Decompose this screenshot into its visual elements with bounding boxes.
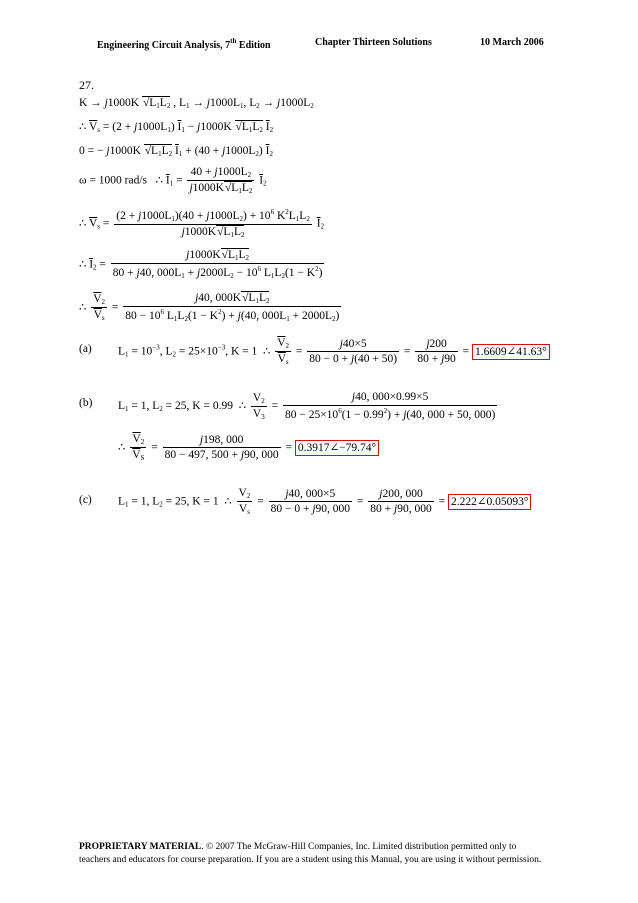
eq-ratio: ∴ $\frac{\overline{V}_2}{\overline{V}_s}$ = $\frac{j40, 000K√L_1L_2}{80 - 10^6 L_1L_2(1 - K^2) + j(40, 000L_1 + 2000L_2)}$ [79, 292, 340, 323]
header-date: 10 March 2006 [480, 37, 544, 48]
result-a: 1.6609∠41.63° [472, 344, 550, 360]
part-a-equation: $L_1 = 10^{-3}$, $L_2 = 25\times 10^{-3}$, K = 1 ∴ $\frac{\overline{V}_2}{\overline{V}_s}$ = $\frac{j40\times 5}{80 - 0 + j(40 + 50)}$ = $\frac{j200}{80 + j90}$ = 1.6609∠41.63° [118, 338, 550, 366]
part-b-result-line: ∴ $\frac{\overline{V}_2}{\overline{V}_S}$ = $\frac{j198, 000}{80 - 497, 500 + j90, 000}$ = 0.3917∠−79.74° [118, 434, 379, 462]
header-chapter: Chapter Thirteen Solutions [315, 37, 432, 48]
part-b-equation: $L_1 = 1$, $L_2 = 25$, K = 0.99 ∴ $\frac{V_2}{V_3}$ = $\frac{j40, 000\times 0.99\times 5}{80 - 25\times 10^6(1 - 0.99^2) + j(40, 000 + 50, 000)}$ [118, 391, 496, 421]
header-book-title: Engineering Circuit Analysis, 7th Edition [97, 37, 271, 51]
eq-i1: ω = 1000 rad/s ∴ $\overline{I}_1$ = $\frac{40 + j1000L_2}{j1000K√L_1L_2}$ $\overline{I}_2$ [79, 166, 267, 195]
footer-notice: PROPRIETARY MATERIAL. © 2007 The McGraw-Hill Companies, Inc. Limited distribution permitted only to teachers and educators for course preparation. If you are a student using this Manual, you are using it without permission. [79, 842, 542, 865]
result-b: 0.3917∠−79.74° [295, 440, 379, 456]
eq-kvl-1: ∴ $\overline{V}_s = (2 + j1000L_1) \overline{I}_1 - j1000K$ $√L_1L_2$ $\overline{I}_2$ [79, 121, 274, 134]
part-b-label: (b) [79, 397, 93, 409]
eq-vs: ∴ $\overline{V}_s$ = $\frac{(2 + j1000L_1)(40 + j1000L_2) + 10^6 K^2L_1L_2}{j1000K√L_1L_2}$ $\overline{I}_2$ [79, 208, 325, 239]
eq-i2: ∴ $\overline{I}_2$ = $\frac{j1000K√L_1L_2}{80 + j40, 000L_1 + j2000L_2 - 10^6 L_1L_2(1 - K^2)}$ [79, 249, 323, 280]
result-c: 2.222∠0.05093° [448, 494, 532, 510]
part-c-label: (c) [79, 494, 92, 506]
eq-substitution: K → j1000K $√L_1L_2$ , $L_1 \to j1000L_1$, $L_2 \to j1000L_2$ [79, 97, 314, 110]
problem-number: 27. [79, 78, 94, 92]
part-a-label: (a) [79, 343, 92, 355]
eq-kvl-2: 0 = − j1000K $√L_1L_2$ $\overline{I}_1 + (40 + j1000L_2)$ $\overline{I}_2$ [79, 145, 273, 158]
part-c-equation: $L_1 = 1$, $L_2 = 25$, K = 1 ∴ $\frac{V_2}{V_s}$ = $\frac{j40, 000\times 5}{80 - 0 + j90, 000}$ = $\frac{j200, 000}{80 + j90, 000}$ = 2.222∠0.05093° [118, 488, 531, 516]
